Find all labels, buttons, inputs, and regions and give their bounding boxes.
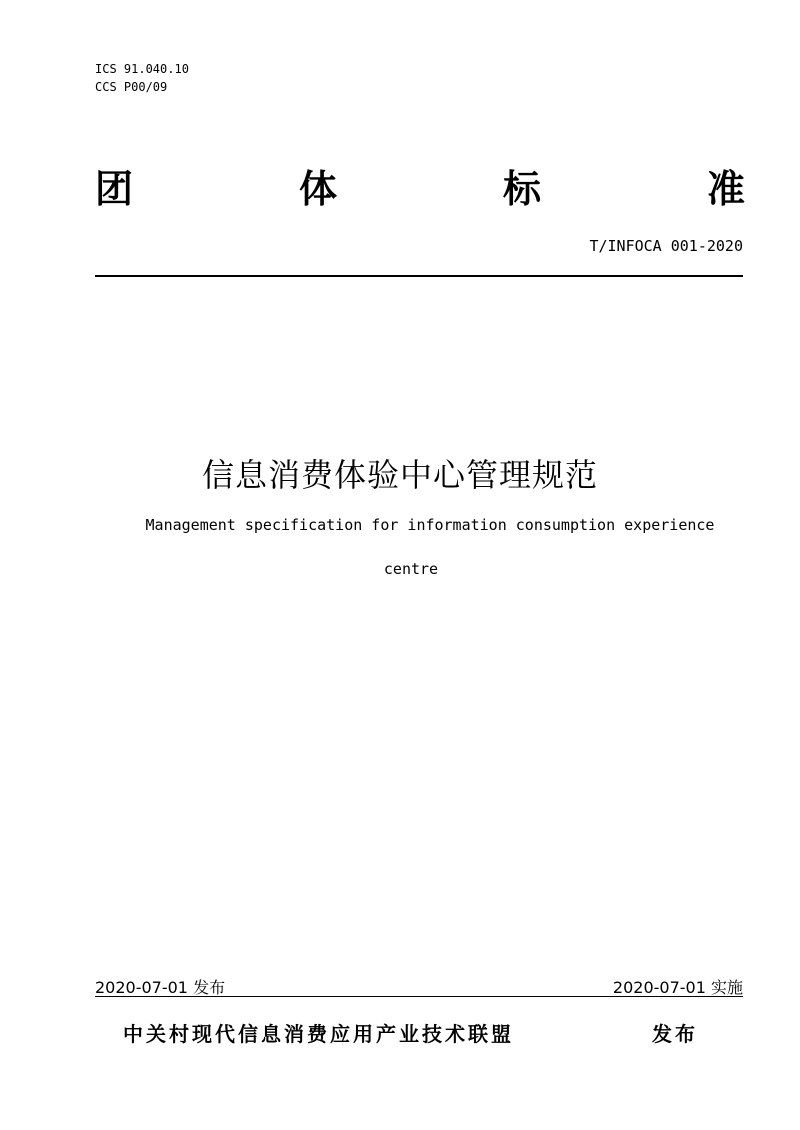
ics-code: ICS 91.040.10	[95, 62, 189, 76]
header-divider	[95, 275, 743, 277]
title-chinese: 信息消费体验中心管理规范	[201, 456, 598, 494]
title-english-line1: Management specification for information consumption experience	[145, 516, 715, 534]
standard-type-char: 标	[502, 165, 541, 211]
implement-date: 2020-07-01 实施	[612, 978, 743, 997]
publisher-name: 中关村现代信息消费应用产业技术联盟	[123, 1022, 514, 1046]
standard-type-char: 团	[95, 165, 134, 211]
publish-date: 2020-07-01 发布	[95, 978, 226, 997]
title-english-line2: centre	[383, 560, 439, 578]
standard-type-char: 准	[706, 165, 745, 211]
classification-codes	[95, 60, 189, 96]
ccs-code: CCS P00/09	[95, 80, 168, 94]
standard-type-heading	[95, 160, 745, 210]
publish-label: 发布	[652, 1022, 698, 1046]
standard-number: T/INFOCA 001-2020	[589, 237, 743, 255]
standard-type-char: 体	[298, 165, 337, 211]
footer-divider	[95, 996, 743, 997]
